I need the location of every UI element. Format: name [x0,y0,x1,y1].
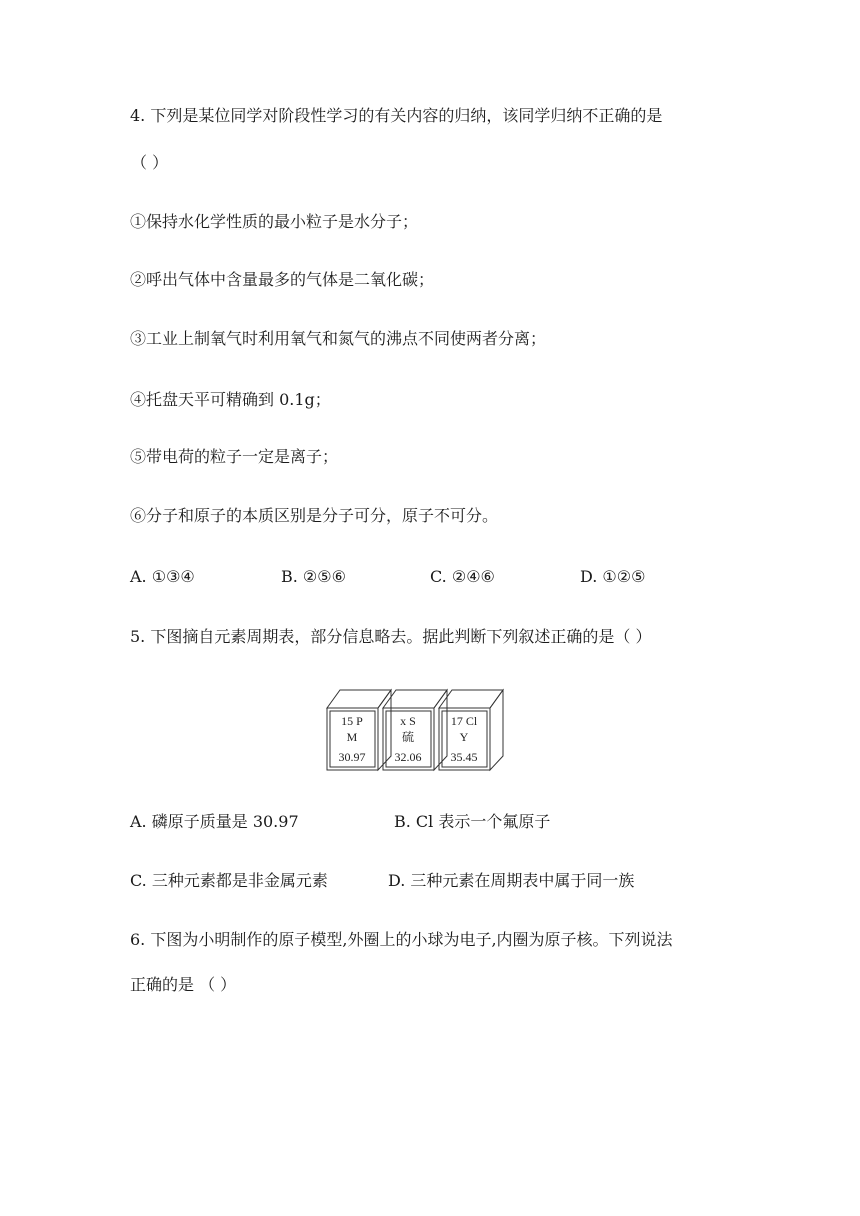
periodic-table-excerpt [326,688,506,772]
q5-stem: 5. 下图摘自元素周期表，部分信息略去。据此判断下列叙述正确的是（ ） [130,627,652,646]
q4-statement-4: ④托盘天平可精确到 0.1g； [130,390,331,409]
q5-option-d: D. 三种元素在周期表中属于同一族 [388,871,635,890]
q4-statement-1: ①保持水化学性质的最小粒子是水分子； [130,212,419,231]
q4-statement-6: ⑥分子和原子的本质区别是分子可分，原子不可分。 [130,506,499,525]
cell-1-top-face [327,690,391,708]
q5-option-b: B. Cl 表示一个氟原子 [394,812,551,831]
q4-option-b: B. ②⑤⑥ [281,567,346,586]
q4-statement-3: ③工业上制氧气时利用氧气和氮气的沸点不同使两者分离； [130,329,547,348]
cell-3-number-symbol: 17 Cl [450,714,478,728]
cell-2-number-symbol: x S [400,714,416,728]
cell-2-name: 硫 [401,730,414,744]
q5-option-a: A. 磷原子质量是 30.97 [130,812,299,831]
q5-option-c: C. 三种元素都是非金属元素 [130,871,328,890]
q6-stem: 6. 下图为小明制作的原子模型,外圈上的小球为电子,内圈为原子核。下列说法 [130,930,673,949]
cell-3-name: Y [459,730,469,744]
q4-option-c: C. ②④⑥ [430,567,495,586]
cell-1-mass: 30.97 [338,750,366,764]
cell-1-name: M [346,730,358,744]
q4-answer-bracket: （ ） [131,153,169,172]
cell-1-number-symbol: 15 P [341,714,363,728]
q4-statement-2: ②呼出气体中含量最多的气体是二氧化碳； [130,270,435,289]
cell-2-mass: 32.06 [394,750,422,764]
q4-option-d: D. ①②⑤ [580,567,646,586]
cell-3-mass: 35.45 [450,750,478,764]
q4-option-a: A. ①③④ [130,567,195,586]
q6-answer-bracket: 正确的是 （ ） [130,975,237,994]
cell-3-top-face [439,690,503,708]
cell-2-top-face [383,690,447,708]
q4-stem: 4. 下列是某位同学对阶段性学习的有关内容的归纳，该同学归纳不正确的是 [130,106,663,125]
q4-statement-5: ⑤带电荷的粒子一定是离子； [130,447,339,466]
cell-3-side-face [490,690,503,770]
